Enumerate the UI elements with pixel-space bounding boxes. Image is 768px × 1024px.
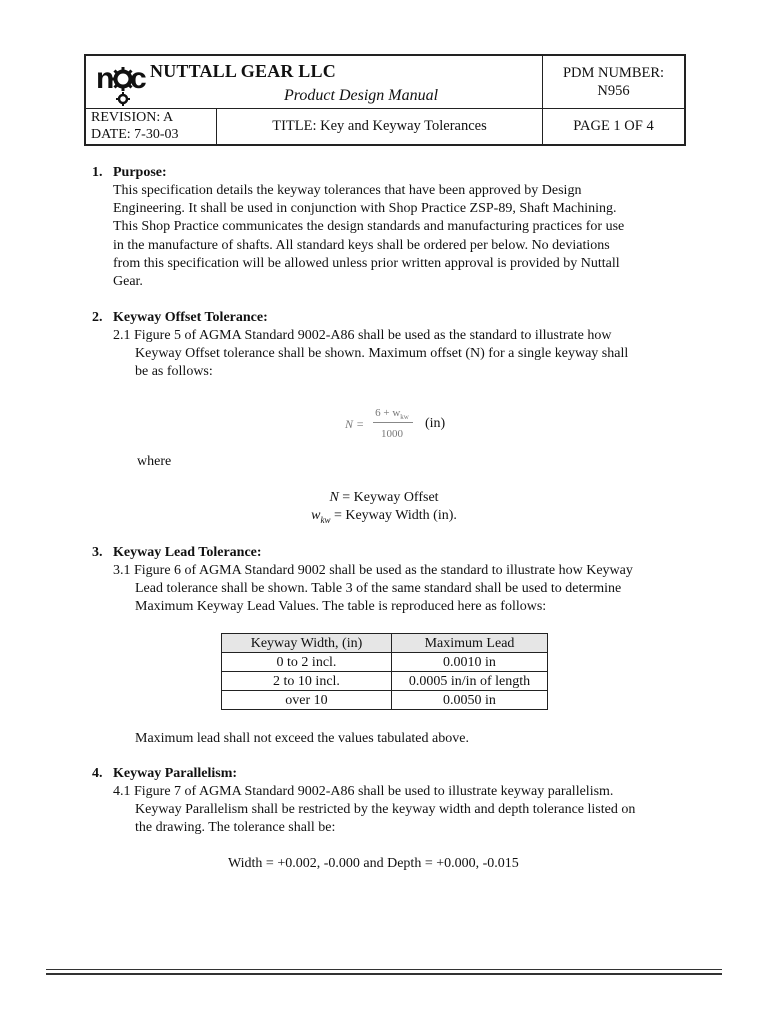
section-number: 1. [92, 165, 103, 180]
document-title: TITLE: Key and Keyway Tolerances [272, 118, 487, 134]
table-header-row [222, 634, 548, 653]
formula-unit: (in) [425, 416, 446, 431]
purpose-paragraph [113, 182, 673, 291]
date: DATE: 7-30-03 [91, 127, 179, 142]
formula-lhs: N = [345, 417, 365, 431]
text-line: from this specification will be allowed unless prior written approval is provided by Nuttall [113, 255, 620, 271]
table-cell: 0.0010 in [392, 653, 548, 672]
table-cell: 0 to 2 incl. [222, 653, 392, 672]
where-text: where [137, 454, 172, 469]
offset-paragraph [113, 327, 678, 382]
text-line: in the manufacture of shafts. All standard keys shall be ordered per below. No deviations [113, 237, 610, 253]
section-number: 3. [92, 545, 103, 560]
page-number: PAGE 1 OF 4 [573, 118, 654, 134]
text-line: Keyway Offset tolerance shall be shown. Maximum offset (N) for a single keyway shall [135, 346, 629, 362]
table-cell: 0.0005 in/in of length [392, 672, 548, 691]
text-line: 4.1 Figure 7 of AGMA Standard 9002-A86 shall be used to illustrate keyway parallelism. [113, 784, 614, 799]
text-line: Keyway Parallelism shall be restricted by the keyway width and depth tolerance listed on [135, 802, 636, 818]
svg-text:n: n [96, 62, 115, 95]
definition-offset: N = Keyway Offset [329, 490, 439, 505]
formula-numerator: $6 + w_{kw}$ [375, 407, 409, 422]
pdm-number: N956 [597, 83, 630, 99]
revision: REVISION: A [91, 110, 174, 125]
table-row [222, 691, 548, 710]
table-cell: 0.0050 in [392, 691, 548, 710]
section-number: 2. [92, 310, 103, 325]
revision-cell [91, 109, 179, 143]
svg-text:c: c [130, 62, 147, 95]
parallelism-tolerance: Width = +0.002, -0.000 and Depth = +0.000, -0.015 [228, 856, 519, 871]
section-title: Keyway Parallelism: [113, 766, 238, 781]
table-row [222, 653, 548, 672]
lead-note: Maximum lead shall not exceed the values tabulated above. [135, 731, 469, 746]
text-line: 2.1 Figure 5 of AGMA Standard 9002-A86 shall be used as the standard to illustrate how [113, 328, 612, 343]
section-title: Keyway Offset Tolerance: [113, 310, 268, 325]
table-cell: 2 to 10 incl. [222, 672, 392, 691]
text-line: Gear. [113, 274, 143, 290]
parallelism-paragraph [113, 783, 678, 838]
pdm-number-cell [543, 64, 684, 100]
footer-rule [46, 969, 722, 970]
table-cell: over 10 [222, 691, 392, 710]
table-row [222, 672, 548, 691]
lead-paragraph [113, 562, 678, 617]
column-header: Keyway Width, (in) [222, 634, 392, 653]
column-header: Maximum Lead [392, 634, 548, 653]
text-line: This specification details the keyway tolerances that have been approved by Design [113, 183, 582, 198]
text-line: 3.1 Figure 6 of AGMA Standard 9002 shall be used as the standard to illustrate how Keyway [113, 563, 633, 578]
text-line: the drawing. The tolerance shall be: [135, 820, 336, 836]
text-line: Lead tolerance shall be shown. Table 3 of the same standard shall be used to determine [135, 581, 622, 597]
formula-denominator: 1000 [381, 428, 403, 440]
section-title: Keyway Lead Tolerance: [113, 545, 262, 560]
manual-name: Product Design Manual [284, 87, 439, 104]
fraction-bar [373, 422, 413, 423]
section-title: Purpose: [113, 165, 167, 180]
pdm-label: PDM NUMBER: [562, 65, 665, 81]
offset-formula [345, 404, 465, 444]
document-header [84, 54, 686, 146]
text-line: be as follows: [135, 364, 213, 380]
footer-rule [46, 973, 722, 975]
text-line: Engineering. It shall be used in conjunction with Shop Practice ZSP-89, Shaft Machining. [113, 201, 617, 217]
ngc-logo [96, 60, 148, 106]
text-line: Maximum Keyway Lead Values. The table is reproduced here as follows: [135, 599, 547, 615]
company-name: NUTTALL GEAR LLC [150, 61, 336, 81]
section-number: 4. [92, 766, 103, 781]
text-line: This Shop Practice communicates the design standards and manufacturing practices for use [113, 219, 625, 235]
definition-width: $w_{kw}$ = Keyway Width (in). [311, 508, 457, 525]
keyway-lead-table [221, 633, 548, 710]
